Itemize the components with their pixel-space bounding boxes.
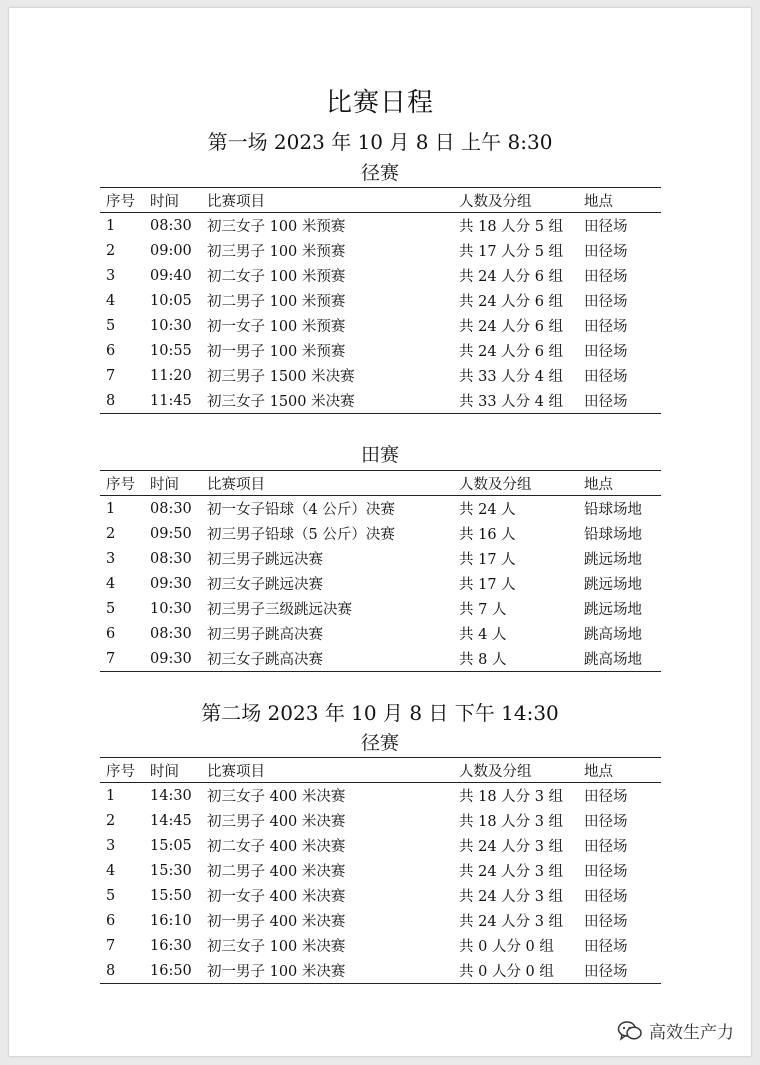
cell-time: 14:45 [150,812,192,829]
cell-venue: 跳高场地 [584,646,661,672]
table-row [100,858,661,883]
cell-event: 初一女子铅球（4 公斤）决赛 [207,502,395,518]
cell-venue: 田径场 [584,319,628,335]
session1-track-heading: 径赛 [360,162,399,184]
cell-venue: 铅球场地 [584,527,642,543]
cell-time: 15:05 [150,837,192,854]
session1-heading: 第一场 2023 年 10 月 8 日 上午 8:30 [207,130,553,154]
cell-event: 初三男子 1500 米决赛 [207,369,355,385]
cell-event: 初三男子铅球（5 公斤）决赛 [207,527,395,543]
cell-event: 初三男子跳高决赛 [207,627,323,643]
cell-venue: 跳高场地 [584,627,642,643]
cell-time: 14:30 [150,787,192,804]
cell-event: 初三女子跳高决赛 [207,646,459,672]
cell-time: 09:00 [150,242,192,259]
cell-event: 初三女子 400 米决赛 [207,789,346,805]
table-row [100,363,661,388]
cell-time: 10:05 [150,292,192,309]
cell-index: 1 [106,217,116,234]
column-header-participants: 人数及分组 [459,471,584,496]
session2-track-heading: 径赛 [360,732,399,754]
cell-participants: 共 0 人分 0 组 [459,958,584,984]
cell-index: 6 [106,912,116,929]
table-row [100,933,661,958]
column-header-index: 序号 [100,188,150,213]
cell-venue: 田径场 [584,344,628,360]
table-row [100,596,661,621]
cell-participants: 共 24 人分 6 组 [459,294,564,310]
session2-track-table [100,757,661,984]
cell-event: 初一女子 100 米预赛 [207,319,346,335]
cell-venue: 田径场 [584,789,628,805]
table-row [100,546,661,571]
cell-venue: 田径场 [584,914,628,930]
cell-index: 1 [106,500,116,517]
cell-index: 2 [106,242,116,259]
session1-field-table [100,470,661,672]
cell-event: 初二男子 400 米决赛 [207,864,346,880]
watermark [617,1018,734,1043]
cell-venue: 跳远场地 [584,602,642,618]
cell-venue: 田径场 [584,889,628,905]
cell-participants: 共 24 人 [459,502,516,518]
column-header-index: 序号 [100,758,150,783]
cell-time: 16:10 [150,912,192,929]
cell-event: 初三女子 100 米决赛 [207,939,346,955]
cell-index: 4 [106,292,116,309]
cell-index: 6 [106,342,116,359]
column-header-participants: 人数及分组 [459,758,584,783]
cell-event: 初一男子 400 米决赛 [207,914,346,930]
cell-participants: 共 24 人分 6 组 [459,344,564,360]
cell-time: 09:30 [150,575,192,592]
column-header-time: 时间 [150,758,207,783]
cell-venue: 田径场 [584,244,628,260]
cell-venue: 田径场 [584,369,628,385]
page-title: 比赛日程 [325,88,434,118]
table-row [100,571,661,596]
cell-venue: 田径场 [584,219,628,235]
cell-index: 7 [106,937,116,954]
table-row [100,238,661,263]
cell-index: 5 [106,317,116,334]
cell-participants: 共 18 人分 5 组 [459,219,564,235]
table-row [100,313,661,338]
column-header-event: 比赛项目 [207,758,459,783]
cell-participants: 共 17 人 [459,552,516,568]
cell-participants: 共 4 人 [459,627,507,643]
column-header-venue: 地点 [584,188,661,213]
cell-time: 08:30 [150,500,192,517]
session2-heading: 第二场 2023 年 10 月 8 日 下午 14:30 [201,701,559,725]
cell-index: 2 [106,812,116,829]
cell-venue: 跳远场地 [584,577,642,593]
column-header-venue: 地点 [584,758,661,783]
cell-participants: 共 17 人 [459,577,516,593]
cell-participants: 共 8 人 [459,646,584,672]
wechat-icon [617,1020,643,1042]
cell-index: 6 [106,625,116,642]
table-row [100,338,661,363]
cell-index: 1 [106,787,116,804]
cell-index: 4 [106,575,116,592]
table-header-row [100,188,661,213]
cell-participants: 共 24 人分 3 组 [459,889,564,905]
cell-index: 3 [106,267,116,284]
table-row [100,883,661,908]
cell-event: 初一男子 100 米预赛 [207,344,346,360]
cell-venue: 田径场 [584,294,628,310]
cell-time: 09:50 [150,525,192,542]
cell-venue: 田径场 [584,839,628,855]
cell-index: 3 [106,550,116,567]
cell-event: 初一女子 400 米决赛 [207,889,346,905]
cell-participants: 共 0 人分 0 组 [459,939,554,955]
table-row [100,646,661,672]
cell-time: 08:30 [150,550,192,567]
cell-event: 初三男子 400 米决赛 [207,814,346,830]
cell-time: 15:50 [150,887,192,904]
cell-time: 09:30 [150,646,207,672]
cell-participants: 共 17 人分 5 组 [459,244,564,260]
column-header-participants: 人数及分组 [459,188,584,213]
table-row [100,288,661,313]
table-row [100,213,661,239]
cell-time: 09:40 [150,267,192,284]
cell-event: 初三男子 100 米预赛 [207,244,346,260]
cell-participants: 共 24 人分 3 组 [459,864,564,880]
cell-time: 10:30 [150,600,192,617]
cell-time: 15:30 [150,862,192,879]
cell-participants: 共 18 人分 3 组 [459,814,564,830]
column-header-time: 时间 [150,188,207,213]
cell-event: 初三女子跳远决赛 [207,577,323,593]
cell-participants: 共 33 人分 4 组 [459,369,564,385]
cell-venue: 跳远场地 [584,552,642,568]
cell-participants: 共 24 人分 3 组 [459,914,564,930]
cell-venue: 田径场 [584,864,628,880]
table-header-row [100,758,661,783]
cell-time: 10:30 [150,317,192,334]
cell-venue: 田径场 [584,958,661,984]
cell-venue: 田径场 [584,388,661,414]
watermark-text: 高效生产力 [649,1023,734,1043]
cell-event: 初三女子 1500 米决赛 [207,388,459,414]
cell-venue: 田径场 [584,269,628,285]
cell-participants: 共 16 人 [459,527,516,543]
cell-event: 初二男子 100 米预赛 [207,294,346,310]
cell-participants: 共 24 人分 6 组 [459,269,564,285]
cell-index: 5 [106,600,116,617]
table-row [100,621,661,646]
cell-time: 11:45 [150,388,207,414]
table-row [100,521,661,546]
cell-participants: 共 24 人分 3 组 [459,839,564,855]
cell-index: 7 [106,367,116,384]
cell-time: 16:30 [150,937,192,954]
table-row [100,833,661,858]
table-row [100,808,661,833]
cell-index: 3 [106,837,116,854]
cell-participants: 共 7 人 [459,602,507,618]
table-row [100,908,661,933]
column-header-event: 比赛项目 [207,188,459,213]
cell-event: 初三女子 100 米预赛 [207,219,346,235]
cell-participants: 共 24 人分 6 组 [459,319,564,335]
cell-venue: 田径场 [584,814,628,830]
table-row [100,958,661,984]
cell-event: 初二女子 400 米决赛 [207,839,346,855]
cell-venue: 田径场 [584,939,628,955]
session1-track-table [100,187,661,414]
cell-time: 11:20 [150,367,192,384]
table-header-row [100,471,661,496]
cell-event: 初二女子 100 米预赛 [207,269,346,285]
column-header-index: 序号 [100,471,150,496]
table-row [100,496,661,522]
cell-index: 8 [100,958,150,984]
table-row [100,783,661,809]
cell-index: 2 [106,525,116,542]
cell-index: 7 [100,646,150,672]
table-row [100,263,661,288]
cell-time: 08:30 [150,217,192,234]
cell-time: 10:55 [150,342,192,359]
cell-event: 初三男子跳远决赛 [207,552,323,568]
cell-event: 初一男子 100 米决赛 [207,958,459,984]
cell-event: 初三男子三级跳远决赛 [207,602,352,618]
cell-participants: 共 33 人分 4 组 [459,388,584,414]
column-header-time: 时间 [150,471,207,496]
column-header-venue: 地点 [584,471,661,496]
cell-index: 4 [106,862,116,879]
column-header-event: 比赛项目 [207,471,459,496]
cell-index: 8 [100,388,150,414]
session1-field-heading: 田赛 [360,444,399,466]
cell-time: 16:50 [150,958,207,984]
cell-time: 08:30 [150,625,192,642]
table-row [100,388,661,414]
cell-index: 5 [106,887,116,904]
cell-venue: 铅球场地 [584,502,642,518]
cell-participants: 共 18 人分 3 组 [459,789,564,805]
